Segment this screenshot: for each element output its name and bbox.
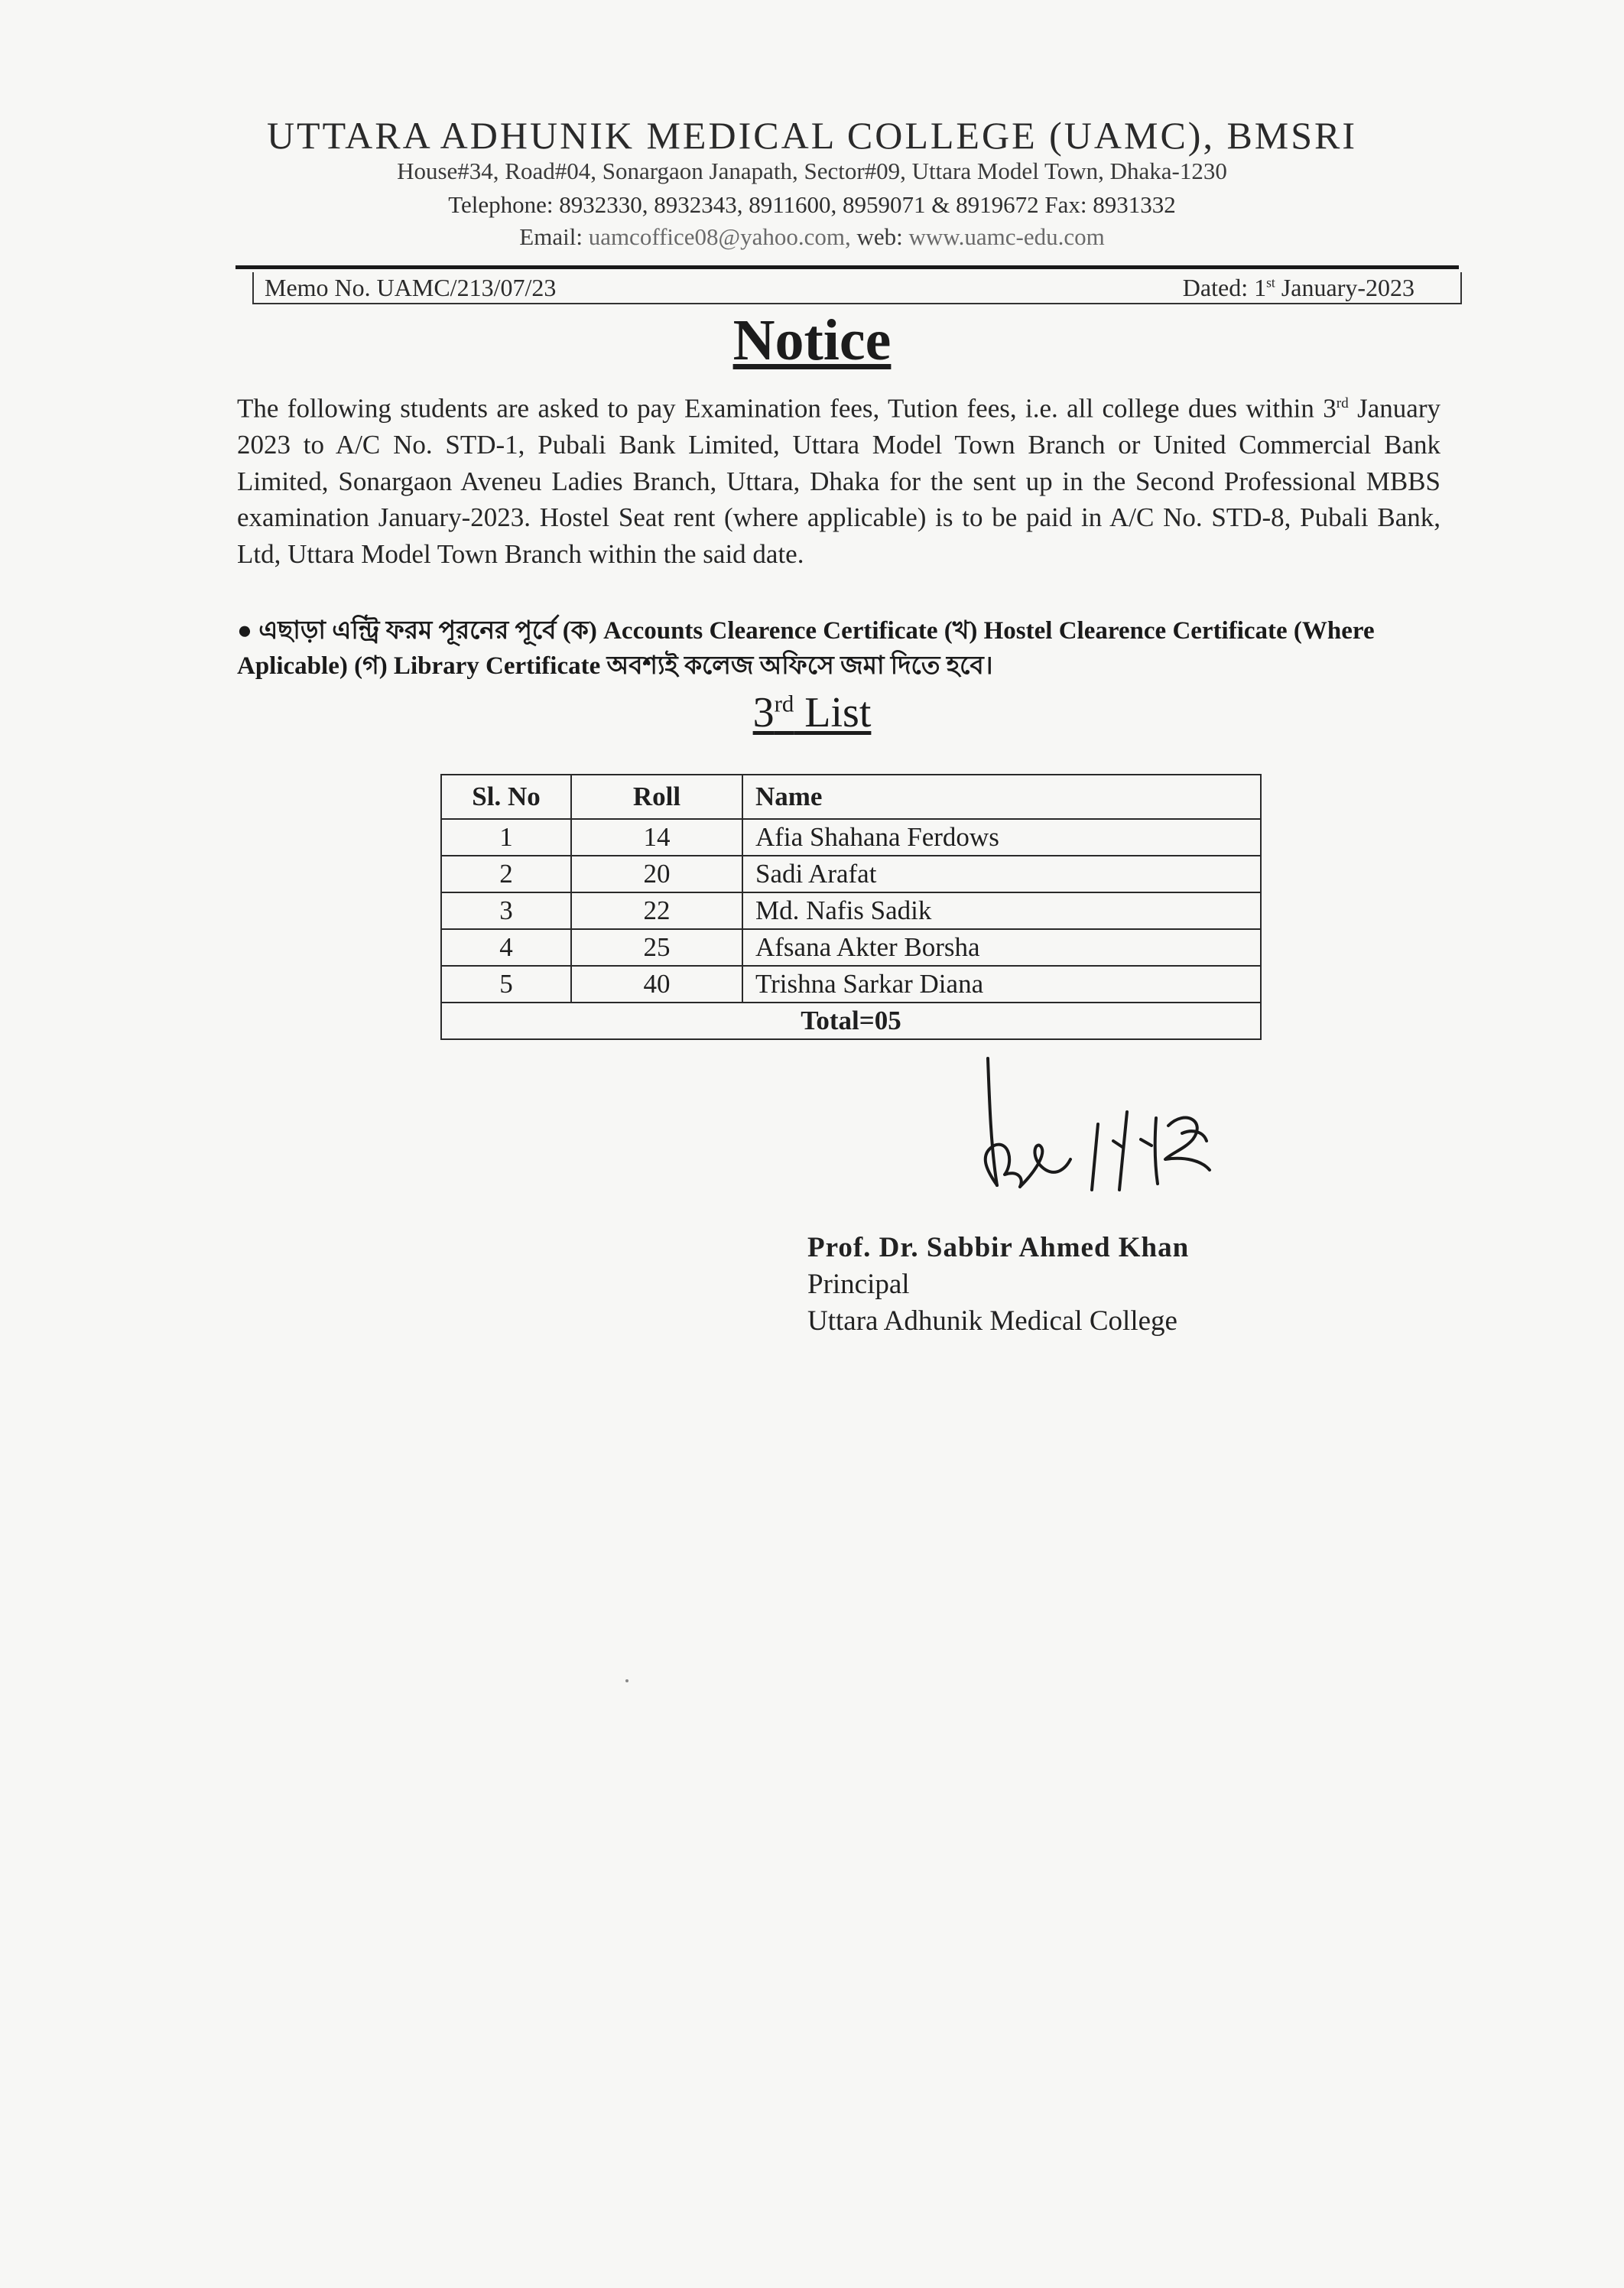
scan-speck [625, 1679, 628, 1682]
notice-body: The following students are asked to pay Examination fees, Tution fees, i.e. all college dues within 3rd January 2023 to A/C No. STD-1, Pubali Bank Limited, Uttara Model Town Branch or United Commercial Bank Limited, Sonargaon Aveneu Ladies Branch, Uttara, Dhaka for the sent up in the Second Professional MBBS examination January-2023. Hostel Seat rent (where applicable) is to be paid in A/C No. STD-8, Pubali Bank, Ltd, Uttara Model Town Branch within the said date. [237, 393, 1440, 569]
notice-title: Notice [732, 308, 892, 372]
college-email-line [0, 223, 1624, 251]
signatory-title: Principal [807, 1269, 910, 1300]
cell-name: Trishna Sarkar Diana [742, 966, 1261, 1003]
cell-roll: 40 [571, 966, 742, 1003]
cell-roll: 22 [571, 892, 742, 929]
email-prefix: Email: [519, 223, 583, 250]
cell-name: Afia Shahana Ferdows [742, 819, 1261, 856]
table-row [441, 856, 1261, 892]
cell-name: Md. Nafis Sadik [742, 892, 1261, 929]
web-address: www.uamc-edu.com [908, 223, 1105, 250]
cell-name: Afsana Akter Borsha [742, 929, 1261, 966]
header-divider [235, 265, 1459, 269]
cell-name: Sadi Arafat [742, 856, 1261, 892]
memo-date: Dated: 1st January-2023 [1182, 274, 1415, 301]
table-row [441, 892, 1261, 929]
students-table [440, 774, 1262, 1040]
clearance-instruction [237, 613, 1460, 684]
college-address: House#34, Road#04, Sonargaon Janapath, Sector#09, Uttara Model Town, Dhaka-1230 [397, 158, 1227, 184]
cell-sl: 3 [441, 892, 571, 929]
clearance-text: এছাড়া এন্ট্রি ফরম পূরনের পূর্বে (ক) Accounts Clearence Certificate (খ) Hostel Clearence Certificate (Where Aplicable) (গ) Library Certificate অবশ্যই কলেজ অফিসে জমা দিতে হবে। [237, 617, 1375, 680]
signatory-name: Prof. Dr. Sabbir Ahmed Khan [807, 1232, 1190, 1263]
bullet-icon: ● [237, 617, 252, 645]
table-header-row [441, 775, 1261, 819]
header-sl-no: Sl. No [441, 775, 571, 819]
college-name: UTTARA ADHUNIK MEDICAL COLLEGE (UAMC), BMSRI [266, 114, 1358, 157]
cell-roll: 20 [571, 856, 742, 892]
list-title: 3rd List [752, 689, 872, 736]
web-prefix: web: [856, 223, 903, 250]
handwritten-signature [963, 1055, 1254, 1239]
table-row [441, 819, 1261, 856]
signatory-institution: Uttara Adhunik Medical College [807, 1305, 1177, 1337]
table-row [441, 966, 1261, 1003]
cell-sl: 1 [441, 819, 571, 856]
email-address: uamcoffice08@yahoo.com, [588, 223, 851, 250]
cell-sl: 2 [441, 856, 571, 892]
header-name: Name [742, 775, 1261, 819]
memo-number: Memo No. UAMC/213/07/23 [265, 274, 557, 301]
cell-sl: 4 [441, 929, 571, 966]
cell-sl: 5 [441, 966, 571, 1003]
cell-roll: 25 [571, 929, 742, 966]
table-row [441, 929, 1261, 966]
total-count: Total=05 [441, 1003, 1261, 1039]
cell-roll: 14 [571, 819, 742, 856]
signatory-block [807, 1230, 1189, 1340]
table-total-row [441, 1003, 1261, 1039]
college-telephone: Telephone: 8932330, 8932343, 8911600, 8959071 & 8919672 Fax: 8931332 [448, 191, 1176, 218]
header-roll: Roll [571, 775, 742, 819]
memo-box [252, 272, 1462, 304]
